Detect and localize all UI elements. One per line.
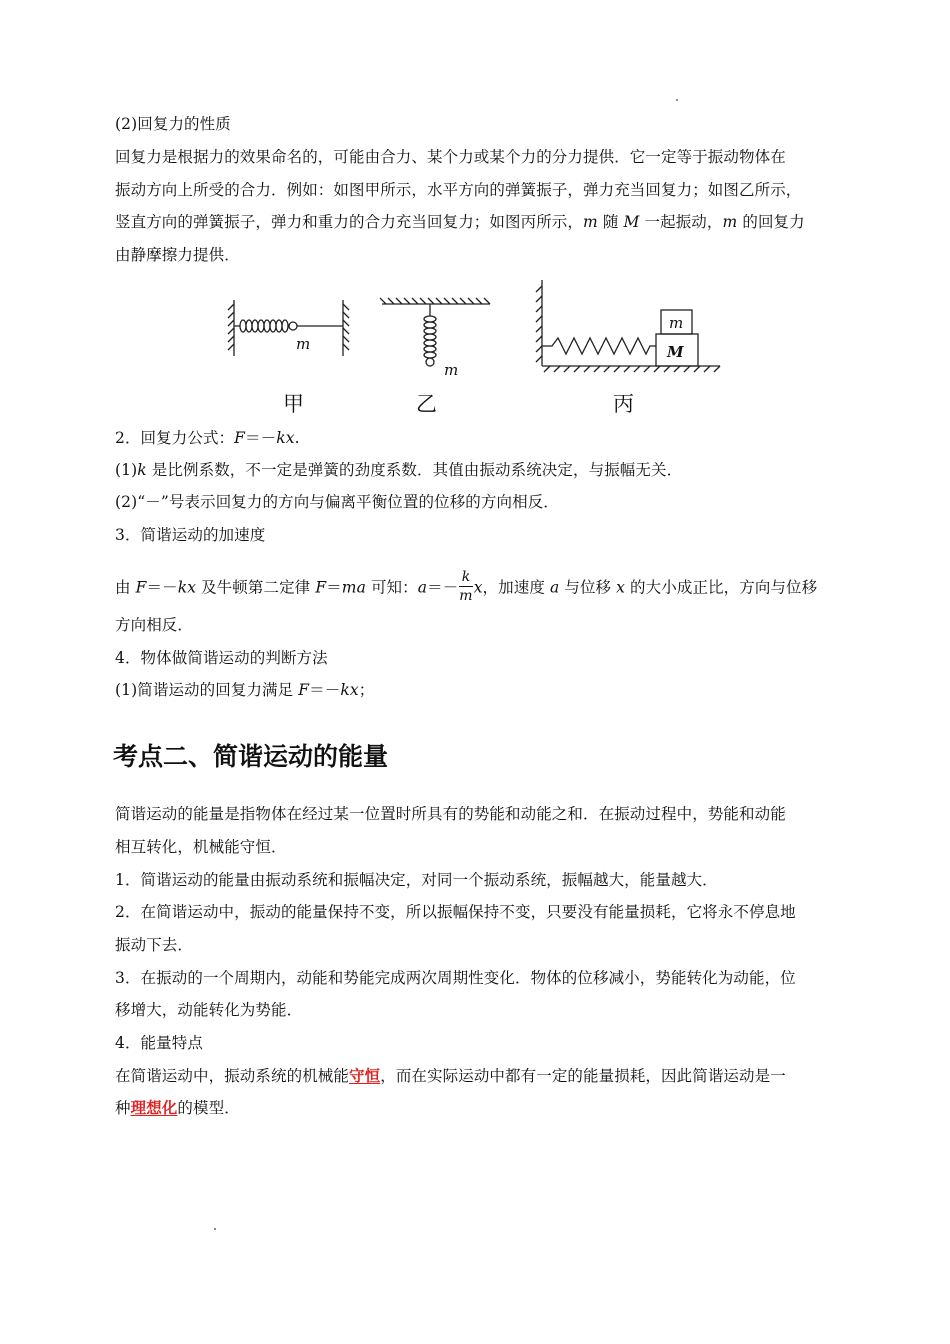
paragraph-line-with-fraction: 由 F＝－kx 及牛顿第二定律 F＝ma 可知：a＝－ $\frac{k}{m}$ x，加速度 a 与位移 x 的大小成正比，方向与位移 [115, 569, 818, 604]
paragraph-line: 4．能量特点 [115, 1034, 203, 1052]
highlight-idealized: 理想化 [130, 1099, 178, 1117]
paragraph-line: 2．在简谐运动中，振动的能量保持不变，所以振幅保持不变，只要没有能量损耗，它将永不停息地 [115, 903, 796, 921]
subsection-title-restoring-force-nature: (2)回复力的性质 [115, 115, 231, 133]
paragraph-line: 在简谐运动中，振动系统的机械能守恒，而在实际运动中都有一定的能量损耗，因此简谐运动是一 [115, 1067, 786, 1085]
highlight-conserved: 守恒 [349, 1067, 381, 1085]
caption-bing: 丙 [613, 392, 634, 416]
subsection-title-acceleration: 3．简谐运动的加速度 [115, 526, 266, 544]
caption-jia: 甲 [283, 392, 304, 416]
paragraph-line: 方向相反． [115, 616, 194, 634]
figure-yi-vertical-spring [380, 298, 490, 366]
yi-mass-label: m [444, 361, 459, 379]
paragraph-line: 竖直方向的弹簧振子，弹力和重力的合力充当回复力；如图丙所示，m 随 M 一起振动，m 的回复力 [115, 213, 805, 231]
subsection-title-judgement-method: 4．物体做简谐运动的判断方法 [115, 649, 328, 667]
paragraph-line: 回复力是根据力的效果命名的，可能由合力、某个力或某个力的分力提供．它一定等于振动物体在 [115, 148, 786, 166]
paragraph-line: (1)k 是比例系数，不一定是弹簧的劲度系数．其值由振动系统决定，与振幅无关． [115, 461, 683, 479]
paragraph-line: 相互转化，机械能守恒． [115, 838, 287, 856]
paragraph-line: 简谐运动的能量是指物体在经过某一位置时所具有的势能和动能之和．在振动过程中，势能和动能 [115, 805, 786, 823]
paragraph-line: 种理想化的模型． [115, 1099, 240, 1117]
bottom-dot-mark [214, 1228, 216, 1230]
section-heading-energy: 考点二、简谐运动的能量 [113, 742, 389, 771]
paragraph-line: 移增大，动能转化为势能． [115, 1001, 303, 1019]
k-over-m-fraction: $\frac{k}{m}$ [459, 569, 473, 604]
bing-small-block-label: m [669, 314, 684, 332]
paragraph-line: (1)简谐运动的回复力满足 F＝－kx； [115, 681, 375, 699]
bing-big-block-label: M [667, 343, 684, 361]
paragraph-line: 振动下去． [115, 936, 194, 954]
paragraph-line: (2)“－”号表示回复力的方向与偏离平衡位置的位移的方向相反． [115, 493, 559, 511]
paragraph-line: 由静摩擦力提供． [115, 246, 240, 264]
subsection-title-restoring-force-formula: 2．回复力公式：F＝－kx. [115, 429, 300, 447]
paragraph-line: 1．简谐运动的能量由振动系统和振幅决定，对同一个振动系统，振幅越大，能量越大． [115, 871, 718, 889]
figure-jia-horizontal-spring [228, 300, 349, 356]
paragraph-line: 振动方向上所受的合力．例如：如图甲所示，水平方向的弹簧振子，弹力充当回复力；如图乙所示， [115, 181, 802, 199]
paragraph-line: 3．在振动的一个周期内，动能和势能完成两次周期性变化．物体的位移减小，势能转化为动能，位 [115, 969, 796, 987]
jia-mass-label: m [296, 335, 311, 353]
caption-yi: 乙 [416, 392, 437, 416]
figure-bing-stacked-blocks [536, 280, 720, 372]
top-dot-mark [676, 99, 678, 101]
